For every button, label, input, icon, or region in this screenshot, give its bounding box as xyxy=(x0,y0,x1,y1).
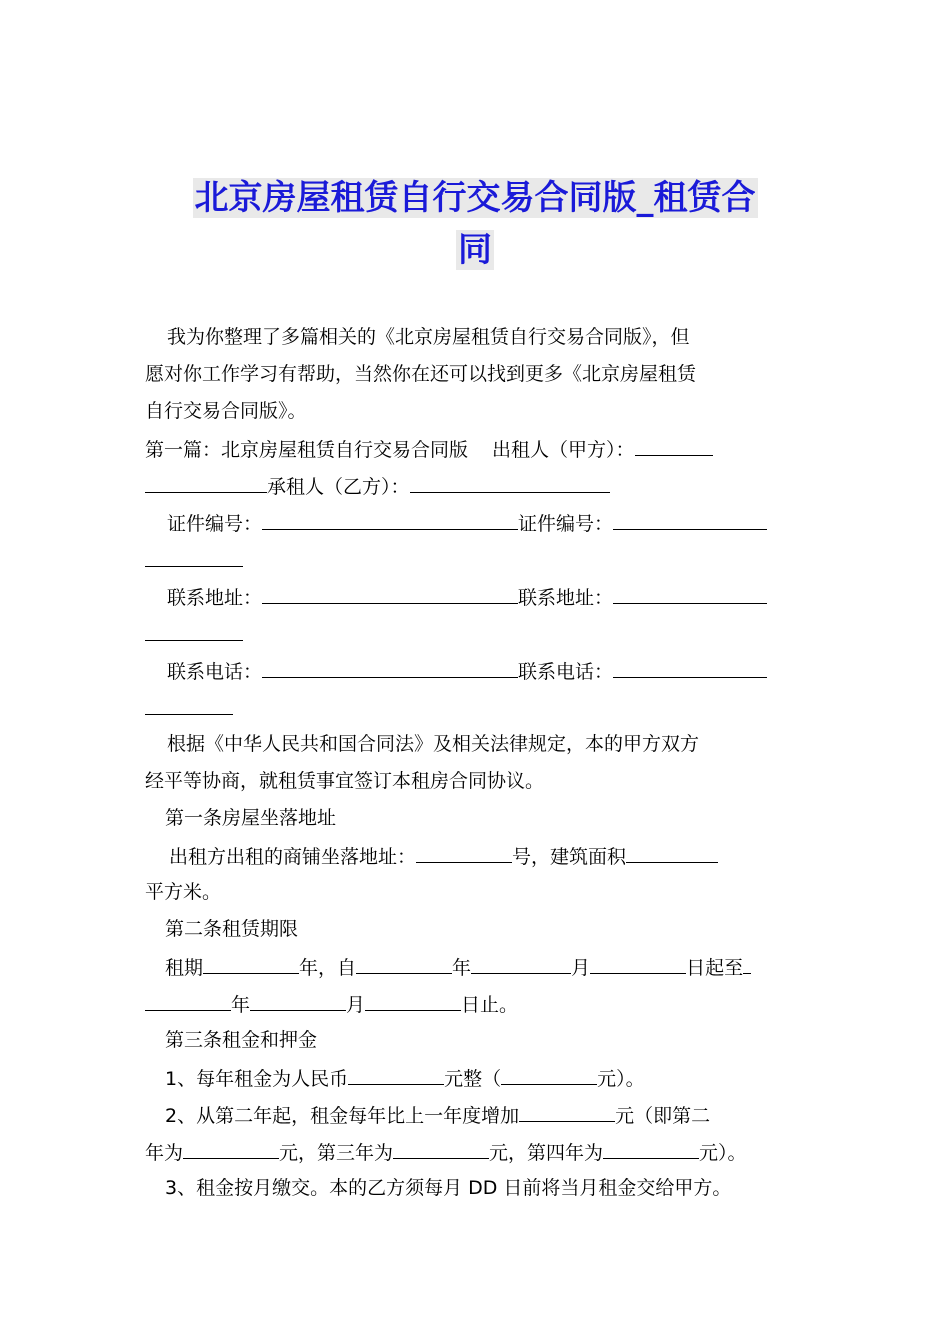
rent2-text-e: 元，第四年为 xyxy=(489,1141,604,1164)
address-blank-b-continued xyxy=(145,618,243,641)
start-month-blank xyxy=(471,951,571,974)
end-year-unit: 年 xyxy=(231,993,251,1016)
article2-heading: 第二条租赁期限 xyxy=(165,918,299,940)
id-row-cont xyxy=(145,544,243,572)
end-month-blank xyxy=(250,988,346,1011)
term-row-cont xyxy=(145,988,518,1017)
id-blank-a xyxy=(262,507,518,530)
address-blank-a xyxy=(262,581,518,604)
id-label-b: 证件编号： xyxy=(518,512,614,535)
end-year-blank-start xyxy=(743,951,751,974)
address-label-a: 联系地址： xyxy=(167,586,263,609)
rent1-row xyxy=(165,1062,645,1091)
section1-row xyxy=(145,433,713,462)
basis-line-1: 根据《中华人民共和国合同法》及相关法律规定，本的甲方双方 xyxy=(167,733,700,755)
rent2-row-cont xyxy=(145,1136,747,1165)
phone-row xyxy=(167,655,767,684)
id-row xyxy=(167,507,767,536)
annual-rent-words-blank xyxy=(348,1062,444,1085)
term-years-blank xyxy=(203,951,299,974)
article1-text-b: 号，建筑面积 xyxy=(512,845,627,868)
year2-rent-blank xyxy=(183,1136,279,1159)
address-blank-b xyxy=(613,581,767,604)
start-year-blank xyxy=(356,951,452,974)
rent1-text-b: 元整（ xyxy=(444,1067,502,1090)
title-line-2: 同 xyxy=(458,230,492,270)
start-month-unit: 月 xyxy=(571,956,591,979)
article1-text-c: 平方米。 xyxy=(145,881,222,903)
area-blank xyxy=(626,840,718,863)
phone-blank-b-continued xyxy=(145,692,233,715)
lessor-blank xyxy=(635,433,713,456)
address-label-b: 联系地址： xyxy=(518,586,614,609)
start-day-to: 日起至 xyxy=(686,956,744,979)
rent2-text-b: 元（即第二 xyxy=(615,1104,711,1127)
rent1-text-c: 元）。 xyxy=(597,1067,645,1090)
intro-line-1: 我为你整理了多篇相关的《北京房屋租赁自行交易合同版》，但 xyxy=(167,326,690,348)
end-year-blank xyxy=(145,988,231,1011)
lessee-row xyxy=(145,470,610,499)
article3-heading: 第三条租金和押金 xyxy=(165,1029,318,1051)
end-month-unit: 月 xyxy=(346,993,366,1016)
end-day-unit: 日止。 xyxy=(461,993,519,1016)
document-title xyxy=(158,172,792,276)
address-row-cont xyxy=(145,618,243,646)
rent1-text-a: 1、每年租金为人民币 xyxy=(165,1067,349,1090)
start-day-blank xyxy=(590,951,686,974)
start-year-unit: 年 xyxy=(452,956,472,979)
rent2-text-a: 2、从第二年起，租金每年比上一年度增加 xyxy=(165,1104,520,1127)
term-label: 租期 xyxy=(165,956,204,979)
phone-label-b: 联系电话： xyxy=(518,660,614,683)
phone-blank-b xyxy=(613,655,767,678)
article1-text-a: 出租方出租的商铺坐落地址： xyxy=(169,845,417,868)
lessor-label: 出租人（甲方）： xyxy=(492,438,635,461)
article1-heading: 第一条房屋坐落地址 xyxy=(165,807,337,829)
lessor-blank-continued xyxy=(145,470,267,493)
phone-row-cont xyxy=(145,692,233,720)
article1-row xyxy=(169,840,718,869)
intro-line-2: 愿对你工作学习有帮助，当然你在还可以找到更多《北京房屋租赁 xyxy=(145,363,697,385)
phone-label-a: 联系电话： xyxy=(167,660,263,683)
term-year-unit: 年 xyxy=(299,956,319,979)
rent2-text-f: 元）。 xyxy=(699,1141,747,1164)
id-label-a: 证件编号： xyxy=(167,512,263,535)
phone-blank-a xyxy=(262,655,518,678)
address-number-blank xyxy=(416,840,512,863)
basis-line-2: 经平等协商，就租赁事宜签订本租房合同协议。 xyxy=(145,770,545,792)
address-row xyxy=(167,581,767,610)
term-from: ，自 xyxy=(318,956,357,979)
id-blank-b-continued xyxy=(145,544,243,567)
intro-line-3: 自行交易合同版》。 xyxy=(145,400,307,422)
lessee-blank xyxy=(410,470,610,493)
rent2-text-c: 年为 xyxy=(145,1141,184,1164)
year3-rent-blank xyxy=(393,1136,489,1159)
rent2-text-d: 元，第三年为 xyxy=(279,1141,394,1164)
term-row xyxy=(165,951,751,980)
section1-heading: 第一篇：北京房屋租赁自行交易合同版 xyxy=(145,438,469,461)
annual-rent-number-blank xyxy=(501,1062,597,1085)
id-blank-b xyxy=(613,507,767,530)
annual-increase-blank xyxy=(519,1099,615,1122)
year4-rent-blank xyxy=(603,1136,699,1159)
rent3-line: 3、租金按月缴交。本的乙方须每月 DD 日前将当月租金交给甲方。 xyxy=(165,1177,732,1199)
lessee-label: 承租人（乙方）： xyxy=(267,475,410,498)
rent2-row xyxy=(165,1099,710,1128)
end-day-blank xyxy=(365,988,461,1011)
title-line-1: 北京房屋租赁自行交易合同版_租赁合 xyxy=(194,178,756,218)
